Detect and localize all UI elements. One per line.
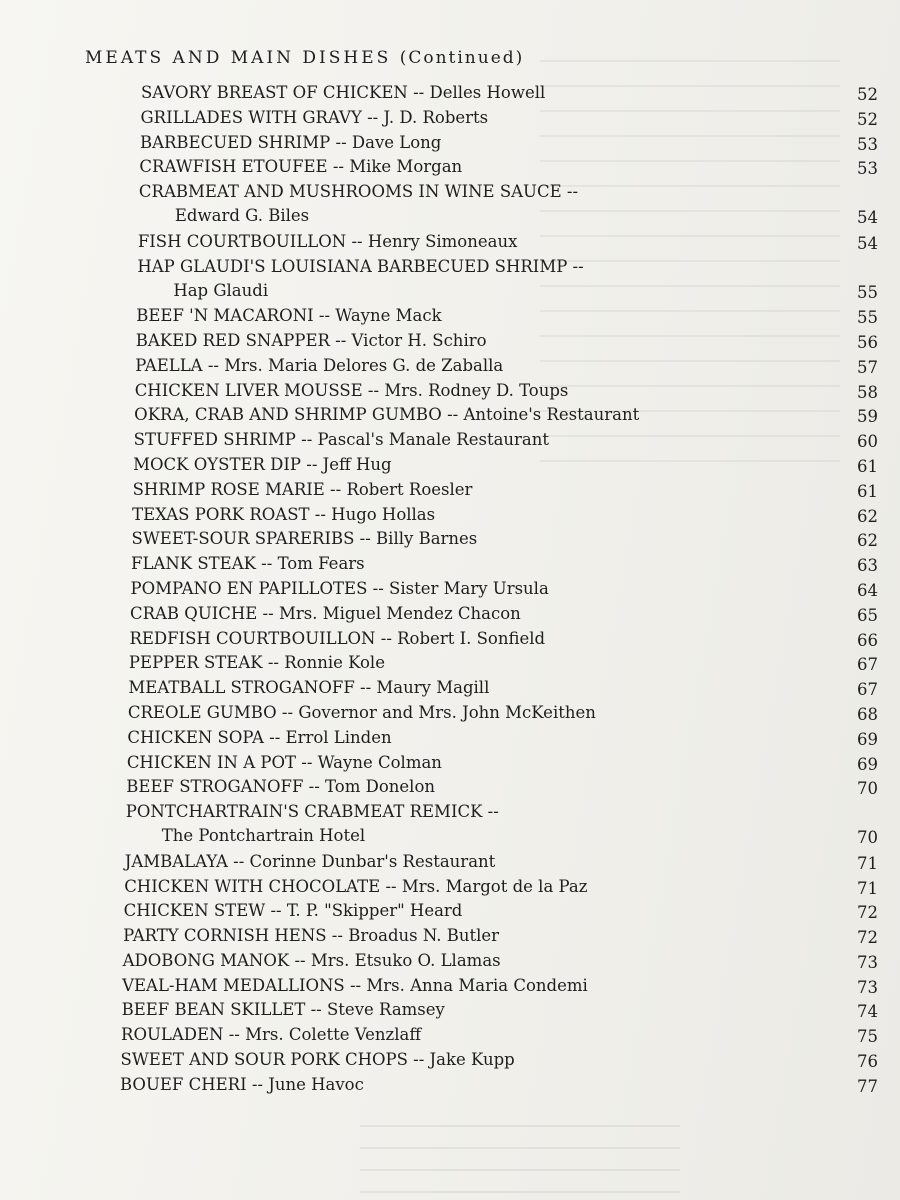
- toc-entry: [0, 750, 900, 775]
- toc-entry: [0, 427, 900, 452]
- entry-page-number: 75: [857, 1027, 878, 1047]
- entry-page-number: 57: [857, 357, 878, 377]
- entry-title: STUFFED SHRIMP -- Pascal's Manale Restaurant: [133, 430, 550, 450]
- section-title: MEATS AND MAIN DISHES: [85, 48, 392, 68]
- entry-page-number: 61: [857, 481, 878, 501]
- toc-entry: [0, 179, 900, 229]
- entry-page-number: 74: [857, 1002, 878, 1022]
- entry-page-number: 65: [857, 605, 878, 625]
- entry-title: CRAWFISH ETOUFEE -- Mike Morgan: [139, 157, 463, 177]
- entry-title: SAVORY BREAST OF CHICKEN -- Delles Howell: [141, 83, 546, 102]
- entry-page-number: 68: [857, 704, 878, 724]
- toc-entry: [0, 551, 900, 576]
- entry-title: CHICKEN LIVER MOUSSE -- Mrs. Rodney D. Toups: [134, 380, 569, 400]
- entry-page-number: 54: [857, 233, 878, 253]
- entry-title: BOUEF CHERI -- June Havoc: [120, 1074, 364, 1094]
- table-of-contents: [0, 80, 900, 1097]
- toc-entry: [0, 303, 900, 328]
- entry-page-number: 52: [857, 109, 878, 129]
- toc-entry: [0, 1047, 900, 1072]
- entry-title: OKRA, CRAB AND SHRIMP GUMBO -- Antoine's Restaurant: [134, 405, 640, 425]
- entry-continuation: Edward G. Biles: [174, 206, 310, 226]
- entry-continuation: The Pontchartrain Hotel: [161, 826, 366, 846]
- toc-entry: [0, 997, 900, 1022]
- entry-title: PONTCHARTRAIN'S CRABMEAT REMICK --: [125, 802, 499, 822]
- toc-entry: [0, 576, 900, 601]
- entry-continuation: Hap Glaudi: [173, 280, 269, 300]
- entry-title: JAMBALAYA -- Corinne Dunbar's Restaurant: [124, 851, 496, 871]
- entry-page-number: 63: [857, 556, 878, 576]
- entry-title: REDFISH COURTBOUILLON -- Robert I. Sonfield: [129, 628, 546, 648]
- entry-page-number: 61: [857, 456, 878, 476]
- entry-page-number: 71: [857, 878, 878, 898]
- entry-page-number: 73: [857, 977, 878, 997]
- toc-entry: [0, 799, 900, 849]
- toc-entry: [0, 452, 900, 477]
- entry-page-number: 53: [857, 159, 878, 179]
- entry-title: PEPPER STEAK -- Ronnie Kole: [128, 653, 385, 673]
- entry-title: FISH COURTBOUILLON -- Henry Simoneaux: [137, 231, 518, 251]
- entry-page-number: 72: [857, 928, 878, 948]
- toc-entry: [0, 502, 900, 527]
- entry-page-number: 53: [857, 134, 878, 154]
- entry-page-number: 60: [857, 432, 878, 452]
- entry-page-number: 64: [857, 580, 878, 600]
- entry-title: BARBECUED SHRIMP -- Dave Long: [139, 132, 442, 152]
- entry-title: SWEET AND SOUR PORK CHOPS -- Jake Kupp: [120, 1050, 515, 1070]
- entry-page-number: 70: [857, 779, 878, 799]
- entry-title: CREOLE GUMBO -- Governor and Mrs. John McKeithen: [127, 702, 596, 722]
- entry-page-number: 66: [857, 630, 878, 650]
- entry-title: BEEF 'N MACARONI -- Wayne Mack: [136, 306, 442, 326]
- entry-page-number: 62: [857, 506, 878, 526]
- entry-title: CHICKEN SOPA -- Errol Linden: [127, 727, 392, 747]
- entry-page-number: 58: [857, 382, 878, 402]
- entry-title: CHICKEN STEW -- T. P. "Skipper" Heard: [123, 901, 463, 921]
- entry-page-number: 71: [857, 853, 878, 873]
- entry-page-number: 77: [857, 1076, 878, 1096]
- toc-entry: [0, 973, 900, 998]
- entry-title: HAP GLAUDI'S LOUISIANA BARBECUED SHRIMP --: [137, 256, 584, 276]
- toc-entry: [0, 1072, 900, 1097]
- entry-title: CRABMEAT AND MUSHROOMS IN WINE SAUCE --: [138, 182, 579, 202]
- toc-entry: [0, 898, 900, 923]
- bleed-through-footer: [360, 1125, 680, 1195]
- section-heading: [85, 48, 524, 68]
- toc-entry: [0, 254, 900, 304]
- entry-title: PARTY CORNISH HENS -- Broadus N. Butler: [123, 926, 500, 946]
- toc-entry: [0, 402, 900, 427]
- toc-entry: [0, 154, 900, 179]
- entry-title: POMPANO EN PAPILLOTES -- Sister Mary Ursula: [130, 578, 549, 598]
- toc-entry: [0, 130, 900, 155]
- toc-entry: [0, 700, 900, 725]
- entry-page-number: 62: [857, 531, 878, 551]
- entry-page-number: 76: [857, 1052, 878, 1072]
- section-continued-label: (Continued): [399, 48, 525, 68]
- entry-title: FLANK STEAK -- Tom Fears: [131, 554, 365, 574]
- toc-entry: [0, 948, 900, 973]
- entry-page-number: 72: [857, 903, 878, 923]
- toc-entry: [0, 874, 900, 899]
- entry-page-number: 52: [857, 85, 878, 104]
- entry-title: ADOBONG MANOK -- Mrs. Etsuko O. Llamas: [122, 950, 501, 970]
- entry-title: VEAL-HAM MEDALLIONS -- Mrs. Anna Maria Condemi: [122, 975, 588, 995]
- entry-title: CHICKEN WITH CHOCOLATE -- Mrs. Margot de la Paz: [124, 876, 588, 896]
- entry-page-number: 70: [857, 828, 878, 848]
- toc-entry: [0, 477, 900, 502]
- toc-entry: [0, 1022, 900, 1047]
- entry-page-number: 54: [857, 208, 878, 228]
- entry-page-number: 55: [857, 282, 878, 302]
- entry-title: BEEF STROGANOFF -- Tom Donelon: [126, 777, 436, 797]
- entry-title: BAKED RED SNAPPER -- Victor H. Schiro: [135, 330, 487, 350]
- entry-title: SWEET-SOUR SPARERIBS -- Billy Barnes: [131, 529, 478, 549]
- entry-page-number: 55: [857, 308, 878, 328]
- toc-entry: [0, 650, 900, 675]
- entry-page-number: 73: [857, 952, 878, 972]
- toc-entry: [0, 626, 900, 651]
- toc-entry: [0, 80, 900, 105]
- entry-title: CRAB QUICHE -- Mrs. Miguel Mendez Chacon: [129, 603, 521, 623]
- toc-entry: [0, 105, 900, 130]
- entry-page-number: 56: [857, 332, 878, 352]
- toc-entry: [0, 774, 900, 799]
- entry-page-number: 69: [857, 729, 878, 749]
- entry-title: PAELLA -- Mrs. Maria Delores G. de Zaballa: [135, 355, 504, 375]
- toc-entry: [0, 923, 900, 948]
- entry-page-number: 67: [857, 680, 878, 700]
- toc-entry: [0, 328, 900, 353]
- toc-entry: [0, 526, 900, 551]
- entry-title: GRILLADES WITH GRAVY -- J. D. Roberts: [140, 107, 489, 127]
- toc-entry: [0, 353, 900, 378]
- entry-title: CHICKEN IN A POT -- Wayne Colman: [126, 752, 442, 772]
- toc-entry: [0, 675, 900, 700]
- toc-entry: [0, 378, 900, 403]
- entry-title: TEXAS PORK ROAST -- Hugo Hollas: [132, 504, 436, 524]
- entry-title: MEATBALL STROGANOFF -- Maury Magill: [128, 678, 490, 698]
- toc-entry: [0, 725, 900, 750]
- toc-entry: [0, 849, 900, 874]
- entry-page-number: 69: [857, 754, 878, 774]
- toc-entry: [0, 229, 900, 254]
- entry-page-number: 67: [857, 655, 878, 675]
- entry-title: BEEF BEAN SKILLET -- Steve Ramsey: [121, 1000, 445, 1020]
- toc-entry: [0, 601, 900, 626]
- entry-page-number: 59: [857, 407, 878, 427]
- entry-title: MOCK OYSTER DIP -- Jeff Hug: [133, 454, 392, 474]
- entry-title: ROULADEN -- Mrs. Colette Venzlaff: [121, 1025, 422, 1045]
- entry-title: SHRIMP ROSE MARIE -- Robert Roesler: [132, 479, 473, 499]
